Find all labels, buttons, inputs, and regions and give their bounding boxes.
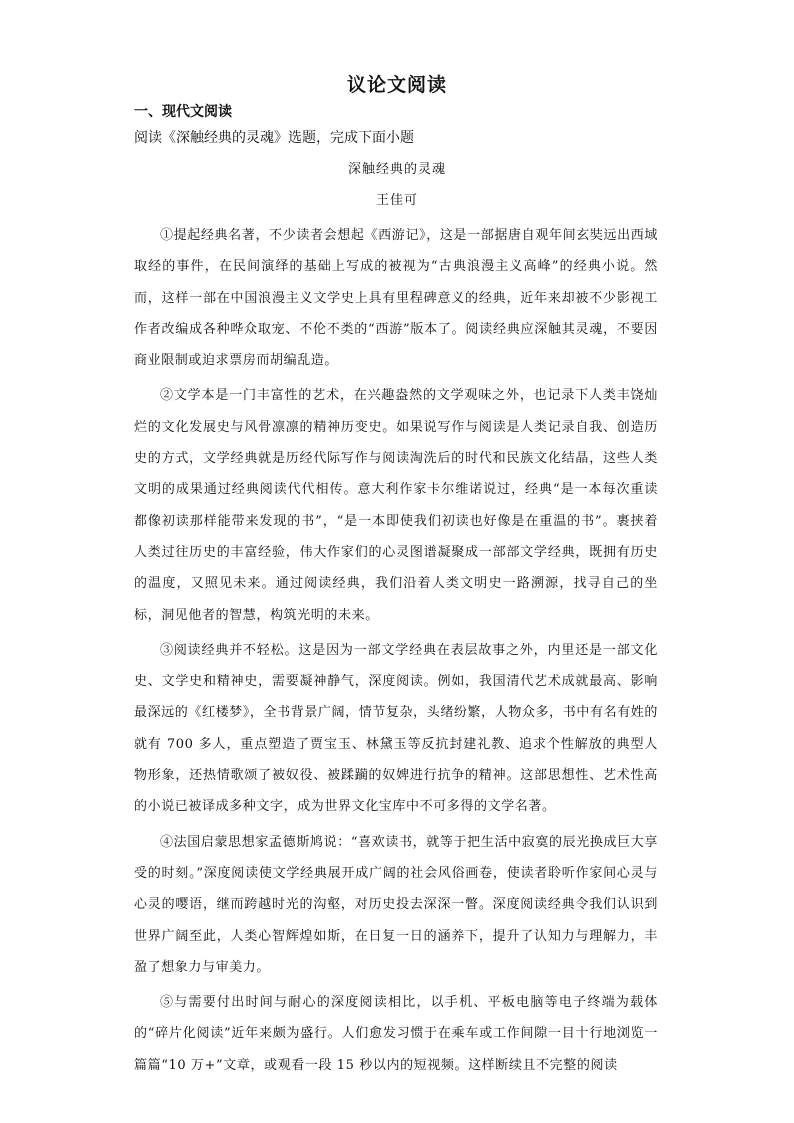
paragraph-3: ③阅读经典并不轻松。这是因为一部文学经典在表层故事之外，内里还是一部文化史、文学史和精神史，需要凝神静气，深度阅读。例如，我国清代艺术成就最高、影响最深远的《红楼梦》，全书背景广阔，情节复杂，头绪纷繁，人物众多，书中有名有姓的就有 700 多人，重点塑造了贾宝玉、林黛玉等反抗封建礼教、追求个性解放的典型人物形象，还热情歌颂了被奴役、被蹂躏的奴婢进行抗争的精神。这部思想性、艺术性高的小说已被译成多种文字，成为世界文化宝库中不可多得的文学名著。: [134, 642, 658, 815]
section-heading: 一、现代文阅读: [134, 104, 232, 120]
paragraph-4: ④法国启蒙思想家孟德斯鸠说：“喜欢读书，就等于把生活中寂寞的辰光换成巨大享受的时刻。”深度阅读使文学经典展开成广阔的社会风俗画卷，使读者聆听作家间心灵与心灵的嘤语，继而跨越时光的沟壑，对历史投去深深一瞥。深度阅读经典令我们认识到世界广阔至此，人类心智辉煌如斯，在日复一日的涵养下，提升了认知力与理解力，丰盈了想象力与审美力。: [134, 834, 658, 975]
article-author: 王佳可: [375, 193, 418, 208]
paragraph-5: ⑤与需要付出时间与耐心的深度阅读相比，以手机、平板电脑等电子终端为载体的“碎片化阅读”近年来颇为盛行。人们愈发习惯于在乘车或工作间隙一目十行地浏览一篇篇“10 万+”文章，或观看一段 15 秒以内的短视频。这样断续且不完整的阅读: [134, 995, 658, 1073]
article-title: 深触经典的灵魂: [347, 162, 446, 177]
paragraph-1: ①提起经典名著，不少读者会想起《西游记》，这是一部据唐自观年间玄奘远出西域取经的事件，在民间演绎的基础上写成的被视为“古典浪漫主义高峰”的经典小说。然而，这样一部在中国浪漫主义文学史上具有里程碑意义的经典，近年来却被不少影视工作者改编成各种哗众取宠、不伦不类的“西游”版本了。阅读经典应深触其灵魂，不要因商业限制或迫求票房而胡编乱造。: [134, 228, 658, 369]
document-title: 议论文阅读: [346, 74, 447, 96]
reading-instruction: 阅读《深触经典的灵魂》选题，完成下面小题: [134, 130, 414, 146]
article-body: [134, 220, 658, 1085]
paragraph-2: ②文学本是一门丰富性的艺术，在兴趣盎然的文学观味之外，也记录下人类丰饶灿烂的文化发展史与风骨凛凛的精神历变史。如果说写作与阅读是人类记录自我、创造历史的方式，文学经典就是历经代际写作与阅读淘洗后的时代和民族文化结晶，这些人类文明的成果通过经典阅读代代相传。意大利作家卡尔维诺说过，经典“是一本每次重读都像初读那样能带来发现的书”，“是一本即使我们初读也好像是在重温的书”。裹挟着人类过往历史的丰富经验，伟大作家们的心灵图谱凝聚成一部部文学经典，既拥有历史的温度，又照见未来。通过阅读经典，我们沿着人类文明史一路溯源，找寻自己的坐标，洞见他者的智慧，构筑光明的未来。: [134, 388, 658, 623]
